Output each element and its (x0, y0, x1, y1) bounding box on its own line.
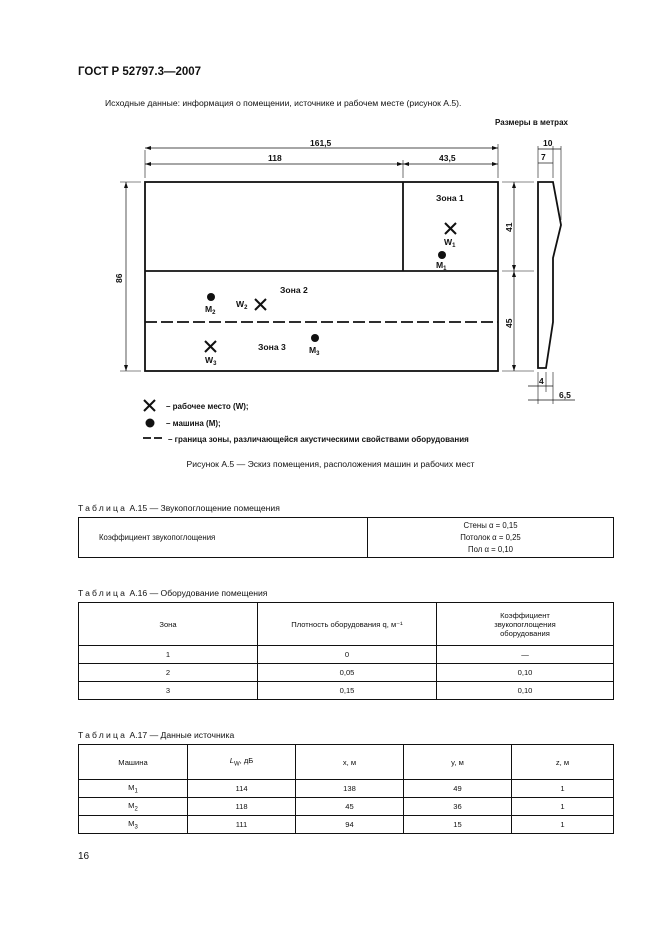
room-sketch (0, 130, 661, 450)
table-header: Коэффициент звукопоглощения оборудования (437, 603, 614, 646)
table-header: y, м (404, 745, 512, 780)
w3-label: $W_3$ (205, 355, 217, 367)
dim-left: 118 (268, 153, 282, 163)
room-outline (145, 182, 498, 371)
dim-41: 41 (504, 222, 514, 232)
table-header: Машина (79, 745, 188, 780)
dimensions-note: Размеры в метрах (495, 118, 568, 127)
legend-workplace-text: – рабочее место (W); (166, 402, 249, 411)
table-a17 (78, 744, 614, 834)
table-row: 1 0 — (79, 646, 614, 664)
table-header: Плотность оборудования q, м⁻¹ (258, 603, 437, 646)
table-a15 (78, 517, 614, 558)
table-row: $M_2$ 118 45 36 1 (79, 798, 614, 816)
absorption-values: Стены α = 0,15 Потолок α = 0,25 Пол α = 0,10 (368, 518, 614, 558)
dim-10: 10 (543, 138, 553, 148)
zone2-label: Зона 2 (280, 285, 308, 295)
table-header: $L_W$, дБ (188, 745, 296, 780)
table-a15-caption: Таблица А.15 — Звукопоглощение помещения (78, 503, 280, 513)
workplace-w3 (205, 341, 216, 352)
legend-machine-icon (146, 419, 155, 428)
legend-boundary-text: – граница зоны, различающейся акустическими свойствами оборудования (168, 435, 469, 444)
document-header: ГОСТ Р 52797.3—2007 (78, 66, 202, 78)
dim-45: 45 (504, 318, 514, 328)
dim-7: 7 (541, 152, 546, 162)
m3-label: $M_3$ (309, 345, 320, 357)
figure-caption: Рисунок А.5 — Эскиз помещения, расположения машин и рабочих мест (186, 459, 475, 469)
dim-4: 4 (539, 376, 544, 386)
table-row: $M_1$ 114 138 49 1 (79, 780, 614, 798)
legend-workplace-icon (144, 400, 155, 411)
page-number: 16 (78, 851, 90, 862)
legend-machine-text: – машина (М); (166, 419, 221, 428)
w2-label: $W_2$ (236, 299, 248, 311)
workplace-w1 (445, 223, 456, 234)
table-row: $M_3$ 111 94 15 1 (79, 816, 614, 834)
table-a17-caption: Таблица А.17 — Данные источника (78, 730, 235, 740)
dim-6-5: 6,5 (559, 390, 571, 400)
m1-label: $M_1$ (436, 260, 447, 272)
table-header: z, м (512, 745, 614, 780)
zone3-label: Зона 3 (258, 342, 286, 352)
table-row: 3 0,15 0,10 (79, 682, 614, 700)
table-a16-caption: Таблица А.16 — Оборудование помещения (78, 588, 268, 598)
side-profile (538, 182, 561, 368)
w1-label: $W_1$ (444, 237, 456, 249)
intro-text: Исходные данные: информация о помещении, источнике и рабочем месте (рисунок А.5). (105, 98, 462, 108)
absorption-label: Коэффициент звукопоглощения (79, 518, 368, 558)
machine-m3 (311, 334, 319, 342)
table-row: 2 0,05 0,10 (79, 664, 614, 682)
dim-total: 161,5 (310, 138, 332, 148)
machine-m2 (207, 293, 215, 301)
machine-m1 (438, 251, 446, 259)
dim-height: 86 (114, 273, 124, 283)
workplace-w2 (255, 299, 266, 310)
table-header: x, м (296, 745, 404, 780)
m2-label: $M_2$ (205, 304, 216, 316)
table-a16 (78, 602, 614, 700)
table-header: Зона (79, 603, 258, 646)
dim-right: 43,5 (439, 153, 456, 163)
zone1-label: Зона 1 (436, 193, 464, 203)
